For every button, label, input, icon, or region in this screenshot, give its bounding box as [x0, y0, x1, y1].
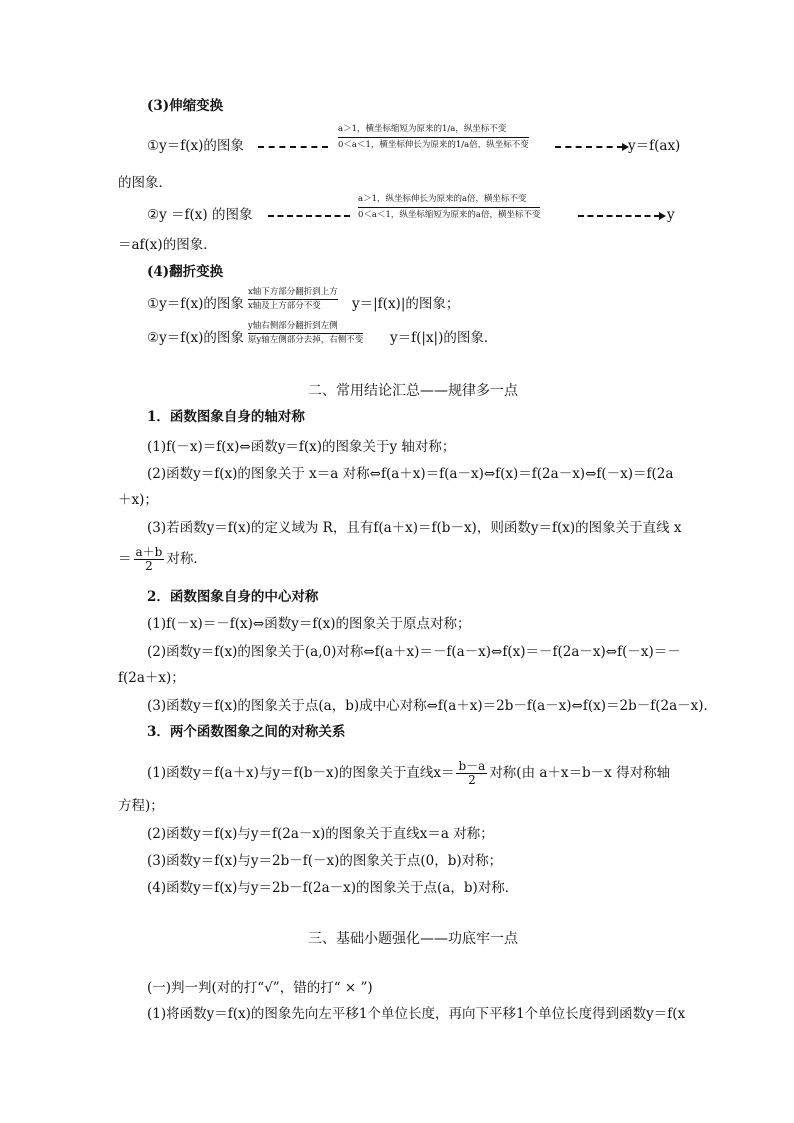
- condition-divider: [248, 333, 363, 334]
- arrow-dash-left: [268, 215, 350, 217]
- flip-item1-prefix: ①y＝f(x)的图象: [147, 296, 244, 312]
- center-symmetry-line-2-cont: f(2a＋x)；: [118, 670, 185, 686]
- two-function-line-1: [147, 760, 670, 787]
- condition-divider: [358, 207, 540, 208]
- two-function-line-3: (3)函数y＝f(x)与y＝2b－f(－x)的图象关于点(0，b)对称；: [147, 853, 503, 869]
- condition-bottom: 原y轴左侧部分去掉，右侧不变: [248, 335, 364, 345]
- section-title-stretch: (3)伸缩变换: [147, 98, 224, 114]
- axis-symmetry-line-3-cont: [118, 546, 207, 573]
- center-symmetry-line-2: (2)函数y＝f(x)的图象关于(a,0)对称⇔f(a＋x)＝－f(a－x)⇔f(x)＝－f(2a－x)⇔f(－x)＝－: [147, 644, 681, 660]
- condition-top: y轴右侧部分翻折到左侧: [248, 321, 338, 331]
- arrow-dash-right: [578, 215, 660, 217]
- stretch-item2-prefix: ②y ＝f(x) 的图象: [147, 207, 253, 223]
- arrow-dash-left: [258, 146, 328, 148]
- exercise-1-text: (1)将函数y＝f(x)的图象先向左平移1个单位长度，再向下平移1个单位长度得到函数y＝f(x: [147, 1006, 686, 1022]
- equals-sign: ＝: [118, 551, 132, 567]
- section-heading-conclusions: 二、常用结论汇总——规律多一点: [308, 383, 518, 399]
- stretch-item1-result: y＝f(ax): [628, 138, 681, 154]
- flip-item1-result: y＝|f(x)|的图象；: [352, 296, 460, 312]
- subsection-title-center-symmetry: 2．函数图象自身的中心对称: [147, 589, 319, 605]
- fraction-b-minus-a-over-2: [456, 760, 487, 787]
- fraction-numerator: a＋b: [135, 545, 163, 559]
- axis-symmetry-line-2: (2)函数y＝f(x)的图象关于 x＝a 对称⇔f(a＋x)＝f(a－x)⇔f(x)＝f(2a－x)⇔f(－x)＝f(2a: [147, 466, 674, 482]
- subsection-title-axis-symmetry: 1．函数图象自身的轴对称: [147, 409, 305, 425]
- section-title-flip: (4)翻折变换: [147, 264, 224, 280]
- two-function-line-1-cont: 方程)；: [118, 798, 164, 814]
- flip-item2-result: y＝f(|x|)的图象．: [390, 330, 498, 346]
- subsection-title-two-function-symmetry: 3．两个函数图象之间的对称关系: [147, 724, 346, 740]
- line-1-text-pre: (1)函数y＝f(a＋x)与y＝f(b－x)的图象关于直线x＝: [147, 765, 455, 781]
- flip-item1-condition: [248, 287, 338, 312]
- stretch-item2-condition: [358, 194, 540, 221]
- fraction-numerator: b－a: [458, 759, 486, 773]
- stretch-item1-condition: [338, 124, 529, 151]
- condition-bottom: 0＜a＜1，横坐标伸长为原来的1/a倍，纵坐标不变: [338, 140, 529, 150]
- two-function-line-2: (2)函数y＝f(x)与y＝f(2a－x)的图象关于直线x＝a 对称；: [147, 826, 494, 842]
- two-function-line-4: (4)函数y＝f(x)与y＝2b－f(2a－x)的图象关于点(a，b)对称．: [147, 880, 519, 896]
- condition-top: x轴下方部分翻折到上方: [248, 287, 338, 297]
- condition-divider: [338, 137, 529, 138]
- stretch-item2-tail: ＝af(x)的图象．: [118, 237, 217, 253]
- true-false-instruction: (一)判一判(对的打“√”，错的打“ × ”): [147, 980, 373, 996]
- fraction-denominator: 2: [145, 559, 153, 573]
- condition-divider: [248, 299, 338, 300]
- condition-bottom: x轴及上方部分不变: [248, 301, 321, 311]
- condition-bottom: 0＜a＜1，纵坐标缩短为原来的a倍，横坐标不变: [358, 210, 541, 220]
- condition-top: a＞1，横坐标缩短为原来的1/a，纵坐标不变: [338, 124, 507, 134]
- axis-symmetry-line-1: (1)f(－x)＝f(x)⇔函数y＝f(x)的图象关于y 轴对称；: [147, 439, 456, 455]
- section-heading-basic-exercises: 三、基础小题强化——功底牢一点: [308, 931, 518, 947]
- fraction-a-plus-b-over-2: [134, 546, 165, 573]
- stretch-item1-prefix: ①y＝f(x)的图象: [147, 138, 244, 154]
- line-1-text-post: 对称(由 a＋x＝b－x 得对称轴: [489, 765, 671, 781]
- flip-item2-prefix: ②y＝f(x)的图象: [147, 330, 244, 346]
- fraction-denominator: 2: [468, 773, 476, 787]
- condition-top: a＞1，纵坐标伸长为原来的a倍，横坐标不变: [358, 194, 527, 204]
- arrow-dash-right: [555, 146, 623, 148]
- axis-symmetry-line-3: (3)若函数y＝f(x)的定义域为 R，且有f(a＋x)＝f(b－x)，则函数y＝f(x)的图象关于直线 x: [147, 520, 682, 536]
- stretch-item2-result: y: [667, 207, 675, 223]
- text-symmetric: 对称．: [166, 551, 207, 567]
- center-symmetry-line-1: (1)f(－x)＝－f(x)⇔函数y＝f(x)的图象关于原点对称；: [147, 616, 471, 632]
- flip-item2-condition: [248, 321, 363, 346]
- axis-symmetry-line-2-cont: ＋x)；: [118, 492, 158, 508]
- center-symmetry-line-3: (3)函数y＝f(x)的图象关于点(a，b)成中心对称⇔f(a＋x)＝2b－f(a－x)⇔f(x)＝2b－f(2a－x)．: [147, 698, 718, 714]
- stretch-item1-tail: 的图象．: [118, 175, 172, 191]
